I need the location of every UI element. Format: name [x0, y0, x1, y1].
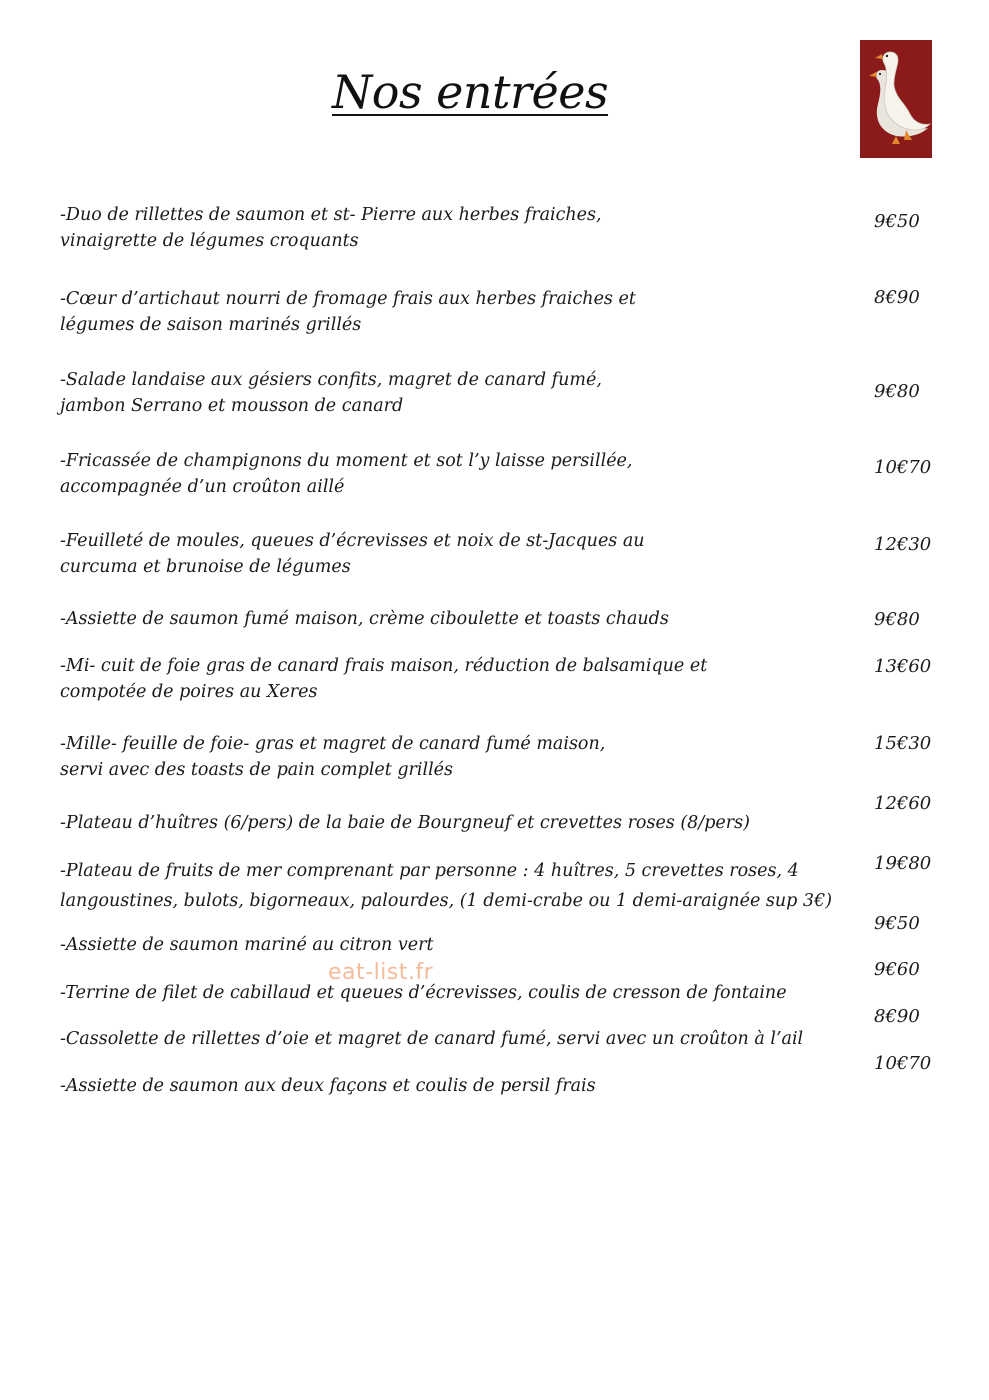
menu-item-description: -Mille- feuille de foie- gras et magret de canard fumé maison, servi avec des toasts de pain complet grillés	[60, 734, 606, 780]
goose-logo-icon	[860, 40, 932, 158]
menu-item-price: 8€90	[874, 1006, 920, 1027]
menu-item-description: -Salade landaise aux gésiers confits, magret de canard fumé, jambon Serrano et mousson de canard	[60, 370, 602, 416]
menu-item-price: 13€60	[874, 656, 932, 677]
watermark-text: eat-list.fr	[328, 960, 434, 985]
menu-item-description: -Assiette de saumon mariné au citron vert	[60, 935, 434, 955]
menu-item-price: 8€90	[874, 287, 920, 308]
menu-item-description: -Plateau d’huîtres (6/pers) de la baie de Bourgneuf et crevettes roses (8/pers)	[60, 813, 750, 833]
menu-item-price: 19€80	[874, 853, 932, 874]
menu-item-description: -Cassolette de rillettes d’oie et magret de canard fumé, servi avec un croûton à l’ail	[60, 1029, 804, 1049]
menu-item-price: 15€30	[874, 733, 932, 754]
menu-item-description: -Plateau de fruits de mer comprenant par personne : 4 huîtres, 5 crevettes roses, 4 langoustines, bulots, bigorneaux, palourdes, (1 demi-crabe ou 1 demi-araignée sup 3€)	[60, 861, 833, 911]
menu-item-description: -Mi- cuit de foie gras de canard frais maison, réduction de balsamique et compotée de poires au Xeres	[60, 656, 708, 702]
menu-item-price: 10€70	[874, 457, 932, 478]
menu-item-price: 12€30	[874, 534, 932, 555]
menu-item-price: 9€60	[874, 959, 920, 980]
menu-item-description: -Cœur d’artichaut nourri de fromage frais aux herbes fraiches et légumes de saison marinés grillés	[60, 289, 636, 335]
menu-item-price: 9€50	[874, 913, 920, 934]
menu-item-price: 9€80	[874, 381, 920, 402]
menu-item-description: -Assiette de saumon fumé maison, crème ciboulette et toasts chauds	[60, 609, 669, 629]
menu-item-price: 12€60	[874, 793, 932, 814]
menu-item-description: -Assiette de saumon aux deux façons et coulis de persil frais	[60, 1076, 596, 1096]
page-title: Nos entrées	[332, 65, 609, 119]
menu-item-price: 9€50	[874, 211, 920, 232]
menu-item-description: -Terrine de filet de cabillaud et queues d’écrevisses, coulis de cresson de fontaine	[60, 983, 787, 1003]
menu-item-price: 9€80	[874, 609, 920, 630]
menu-item-description: -Duo de rillettes de saumon et st- Pierre aux herbes fraiches, vinaigrette de légumes croquants	[60, 205, 602, 251]
menu-item-price: 10€70	[874, 1053, 932, 1074]
menu-item-description: -Fricassée de champignons du moment et sot l’y laisse persillée, accompagnée d’un croûton aillé	[60, 451, 633, 497]
menu-item-description: -Feuilleté de moules, queues d’écrevisses et noix de st-Jacques au curcuma et brunoise de légumes	[60, 531, 645, 577]
